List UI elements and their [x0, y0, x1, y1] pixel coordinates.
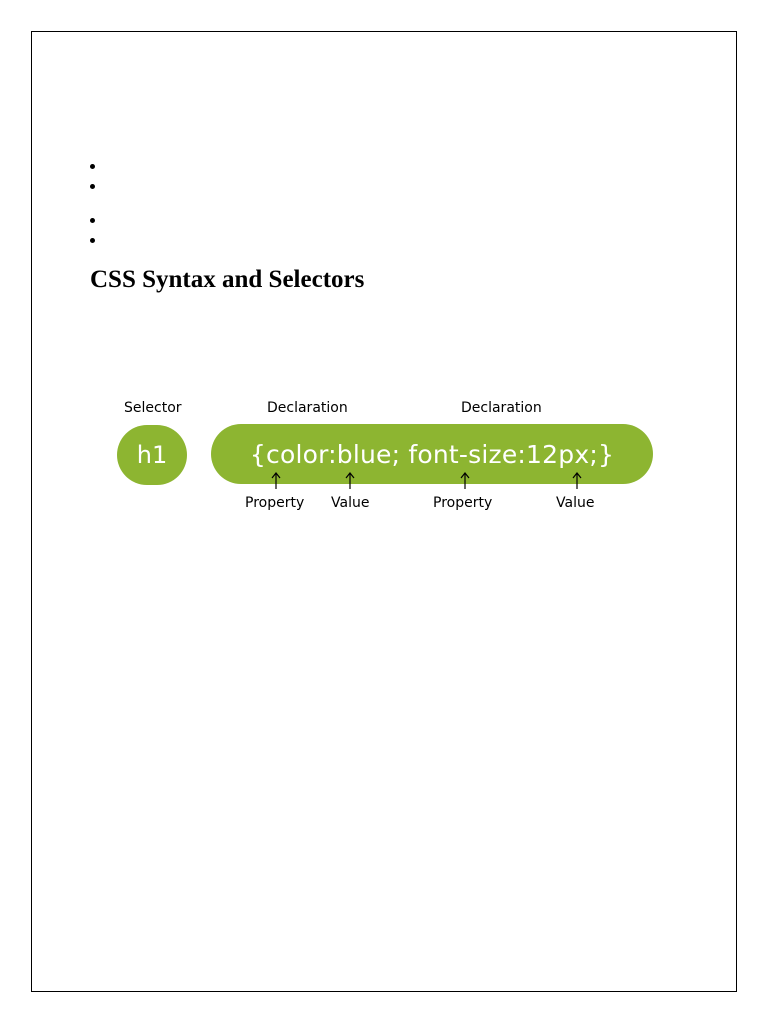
- arrow-up-icon: [270, 472, 282, 490]
- property-label-2: Property: [433, 495, 493, 511]
- value-label-2: Value: [556, 495, 595, 511]
- bullet-3: [90, 218, 95, 223]
- selector-label: Selector: [124, 400, 182, 416]
- property-label-1: Property: [245, 495, 305, 511]
- bullet-2: [90, 184, 95, 189]
- selector-text: h1: [136, 441, 168, 469]
- arrow-up-icon: [459, 472, 471, 490]
- bullet-1: [90, 164, 95, 169]
- bullet-4: [90, 238, 95, 243]
- page-frame: [31, 31, 737, 992]
- arrow-up-icon: [344, 472, 356, 490]
- declaration-block-text: {color:blue; font-size:12px;}: [249, 439, 615, 469]
- declaration-label-1: Declaration: [267, 400, 348, 416]
- page-title: CSS Syntax and Selectors: [90, 266, 365, 293]
- arrow-up-icon: [571, 472, 583, 490]
- declaration-label-2: Declaration: [461, 400, 542, 416]
- selector-pill: [117, 425, 187, 485]
- value-label-1: Value: [331, 495, 370, 511]
